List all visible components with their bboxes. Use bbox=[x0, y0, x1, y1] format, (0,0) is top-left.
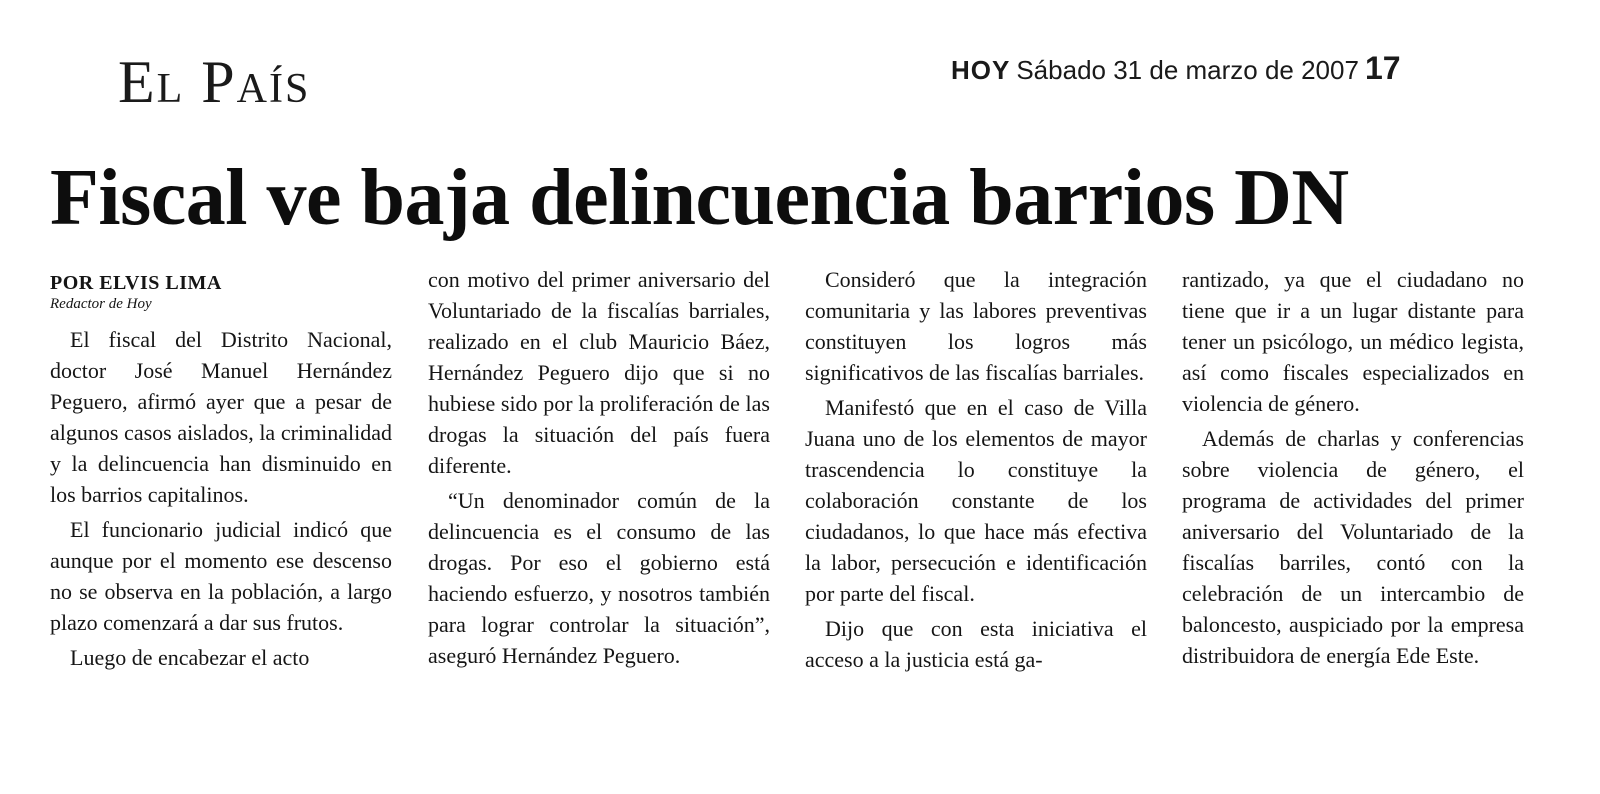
paragraph: con motivo del primer aniversario del Voluntariado de la fiscalías barriales, realizado en el club Mauricio Báez, Hernández Peguero dijo que si no hubiese sido por la proliferación de las drogas la situación del país fuera diferente. bbox=[428, 267, 770, 478]
publication-date: Sábado 31 de marzo de 2007 bbox=[1016, 55, 1359, 85]
paragraph: Manifestó que en el caso de Villa Juana uno de los elementos de mayor trascendencia lo constituye la colaboración constante de los ciudadanos, lo que hace más efectiva la labor, persecución e identificación por parte del fiscal. bbox=[805, 395, 1147, 606]
byline-role: Redactor de Hoy bbox=[50, 296, 152, 312]
section-name: El País bbox=[118, 49, 311, 115]
paragraph: Dijo que con esta iniciativa el acceso a la justicia está ga- bbox=[805, 616, 1147, 672]
headline: Fiscal ve baja delincuencia barrios DN bbox=[50, 154, 1349, 242]
article-column-2 bbox=[428, 264, 770, 675]
masthead bbox=[951, 52, 1441, 84]
newspaper-name: HOY bbox=[951, 55, 1011, 85]
paragraph: El funcionario judicial indicó que aunque por el momento ese descenso no se observa en la población, a largo plazo comenzará a dar sus frutos. bbox=[50, 517, 392, 635]
article-column-1 bbox=[50, 264, 392, 677]
paragraph: Consideró que la integración comunitaria y las labores preventivas constituyen los logros más significativos de las fiscalías barriales. bbox=[805, 267, 1147, 385]
article-column-3 bbox=[805, 264, 1147, 679]
page-number: 17 bbox=[1364, 50, 1401, 86]
paragraph: El fiscal del Distrito Nacional, doctor José Manuel Hernández Peguero, afirmó ayer que a pesar de algunos casos aislados, la criminalidad y la delincuencia han disminuido en los barrios capitalinos. bbox=[50, 327, 392, 507]
paragraph: Luego de encabezar el acto bbox=[70, 645, 310, 670]
byline-author: POR ELVIS LIMA bbox=[50, 272, 222, 294]
paragraph: rantizado, ya que el ciudadano no tiene que ir a un lugar distante para tener un psicólogo, un médico legista, así como fiscales especializados en violencia de género. bbox=[1182, 267, 1524, 416]
paragraph: “Un denominador común de la delincuencia es el consumo de las drogas. Por eso el gobierno está haciendo esfuerzo, y nosotros también para lograr controlar la situación”, aseguró Hernández Peguero. bbox=[428, 488, 770, 668]
paragraph: Además de charlas y conferencias sobre violencia de género, el programa de actividades del primer aniversario del Voluntariado de la fiscalías barriles, contó con la celebración de un intercambio de baloncesto, auspiciado por la empresa distribuidora de energía Ede Este. bbox=[1182, 426, 1524, 668]
article-column-4 bbox=[1182, 264, 1524, 675]
